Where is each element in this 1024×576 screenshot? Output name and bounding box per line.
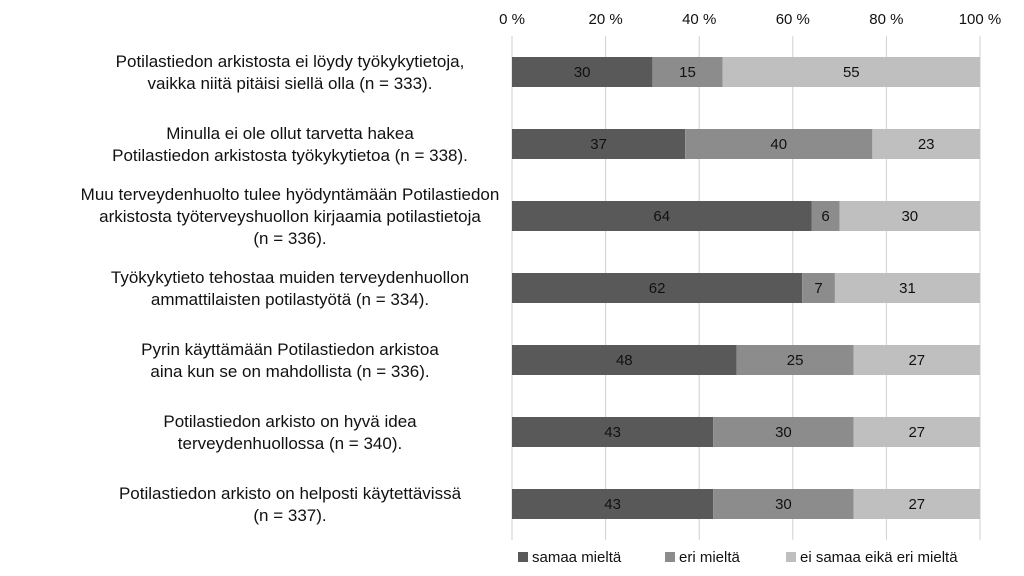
category-label-line: aina kun se on mahdollista (n = 336). [150,362,430,381]
x-tick-label: 80 % [869,11,904,28]
category-label-line: Pyrin käyttämään Potilastiedon arkistoa [141,340,439,359]
bar-value-label: 30 [775,424,792,441]
category-label [141,340,439,381]
legend-label: samaa mieltä [532,549,622,566]
category-label-line: arkistosta työterveyshuollon kirjaamia potilastietoja [99,207,481,226]
bar-value-label: 37 [590,136,607,153]
legend-label: eri mieltä [679,549,740,566]
bar-value-label: 31 [899,280,916,297]
category-label-line: ammattilaisten potilastyötä (n = 334). [150,290,430,309]
bar-value-label: 30 [775,496,792,513]
legend-swatch [786,552,796,562]
category-label-line: Minulla ei ole ollut tarvetta hakea [166,124,414,143]
category-label-line: Potilastiedon arkistosta työkykytietoa (n = 338). [112,146,468,165]
x-tick-label: 40 % [682,11,717,28]
bar-value-label: 64 [653,208,671,225]
category-label [116,52,465,93]
legend-swatch [665,552,675,562]
x-tick-label: 60 % [775,11,810,28]
category-label-line: Potilastiedon arkisto on hyvä idea [163,412,417,431]
bar-value-label: 25 [786,352,804,369]
category-label-line: vaikka niitä pitäisi siellä olla (n = 333). [147,74,433,93]
category-label-line: Työkykytieto tehostaa muiden terveydenhuollon [110,268,470,287]
category-label-line: (n = 337). [253,506,327,525]
x-tick-label: 100 % [958,11,1002,28]
bar-value-label: 6 [821,208,830,225]
x-tick-label: 20 % [588,11,623,28]
bar-value-label: 7 [814,280,823,297]
x-tick-label: 0 % [499,11,525,28]
bar-value-label: 15 [679,64,696,81]
category-label [111,268,469,309]
bar-value-label: 27 [908,352,926,369]
bar-value-label: 43 [604,496,621,513]
bar-value-label: 40 [770,136,788,153]
category-label [112,124,468,165]
category-label-line: (n = 336). [253,229,327,248]
category-label [81,185,500,248]
category-label-line: Potilastiedon arkisto on helposti käytettävissä [118,484,462,503]
bar-value-label: 55 [842,64,860,81]
category-label-line: Potilastiedon arkistosta ei löydy työkykytietoja, [115,52,465,71]
legend-label: ei samaa eikä eri mieltä [800,549,958,566]
bar-value-label: 27 [908,496,926,513]
bar-value-label: 23 [917,136,935,153]
category-label-line: terveydenhuollossa (n = 340). [177,434,403,453]
category-label-line: Muu terveydenhuolto tulee hyödyntämään Potilastiedon [80,185,500,204]
bar-value-label: 43 [604,424,621,441]
bar-value-label: 30 [573,64,591,81]
category-label [163,412,417,453]
bar-value-label: 62 [648,280,666,297]
bar-value-label: 27 [908,424,926,441]
category-label [119,484,462,525]
legend-swatch [518,552,528,562]
bar-value-label: 48 [615,352,633,369]
bar-value-label: 30 [901,208,919,225]
